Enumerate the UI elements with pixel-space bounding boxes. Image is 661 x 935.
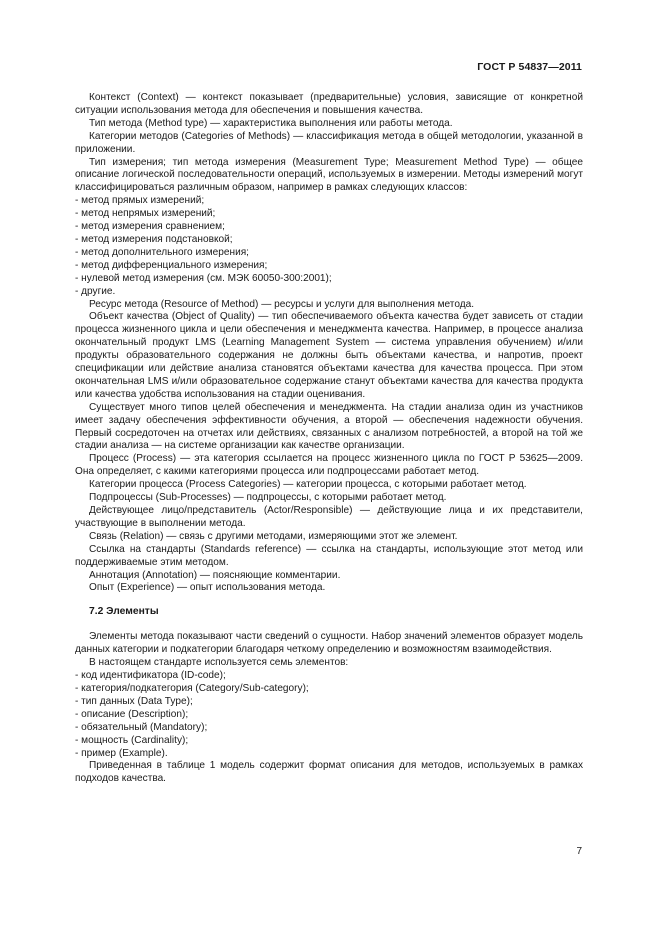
list-item: - обязательный (Mandatory); bbox=[75, 721, 208, 733]
paragraph: Тип измерения; тип метода измерения (Measurement Type; Measurement Method Type) — общее описание логической последовательности операций, используемых в измерении. Методы измерений могут классифицироваться различным образом, например в рамках следующих классов: bbox=[75, 156, 583, 194]
list-item: - метод измерения подстановкой; bbox=[75, 233, 233, 245]
paragraph: Процесс (Process) — эта категория ссылается на процесс жизненного цикла по ГОСТ Р 53625—2009. Она определяет, с какими категориями процесса или подпроцессами работает метод. bbox=[75, 453, 583, 478]
section-elements bbox=[75, 631, 583, 786]
paragraph: Ресурс метода (Resource of Method) — ресурсы и услуги для выполнения метода. bbox=[89, 298, 475, 310]
list-item: - другие. bbox=[75, 285, 116, 297]
page-number: 7 bbox=[576, 846, 582, 857]
paragraph: Подпроцессы (Sub-Processes) — подпроцессы, с которыми работает метод. bbox=[89, 492, 447, 504]
list-item: - метод дифференциального измерения; bbox=[75, 259, 268, 271]
list-item: - код идентификатора (ID-code); bbox=[75, 670, 226, 682]
paragraph: Существует много типов целей обеспечения и менеджмента. На стадии анализа один из участников имеет задачу обеспечения эффективности обучения, а второй — обеспечения надежности обучения. Первый сосредоточен на отчетах или действиях, связанных с анализом потребностей, а второй на той же стадии анализа — на системе организации как качестве организации. bbox=[75, 401, 583, 452]
paragraph: Связь (Relation) — связь с другими методами, измеряющими этот же элемент. bbox=[89, 530, 458, 542]
paragraph: Категории процесса (Process Categories) — категории процесса, с которыми работает метод. bbox=[89, 479, 527, 491]
paragraph: Объект качества (Object of Quality) — тип обеспечиваемого объекта качества будет зависеть от стадии процесса жизненного цикла и цели обеспечения и менеджмента качества. Например, в процессе анализа окончательный продукт LMS (Learning Management System — система управления обучением) и/или продукты образовательного содержания не должны быть объектами качества, и напротив, проект спецификации или действие анализа становятся объектами качества для качества процесса. При этом окончательная LMS и/или образовательное содержание станут объектами качества для качества продукта или качества удобства использования на стадии оценивания. bbox=[75, 311, 583, 400]
section-heading: 7.2 Элементы bbox=[89, 606, 159, 618]
list-item: - метод прямых измерений; bbox=[75, 195, 205, 207]
paragraph: Ссылка на стандарты (Standards reference) — ссылка на стандарты, использующие этот метод или поддерживаемые этим методом. bbox=[75, 543, 583, 568]
paragraph: Действующее лицо/представитель (Actor/Responsible) — действующие лица и их представители, участвующие в выполнении метода. bbox=[75, 505, 583, 529]
list-item: - тип данных (Data Type); bbox=[75, 695, 193, 707]
paragraph: В настоящем стандарте используется семь элементов: bbox=[89, 657, 349, 669]
paragraph: Контекст (Context) — контекст показывает (предварительные) условия, зависящие от конкретной ситуации использования метода для обеспечения и повышения качества. bbox=[75, 92, 583, 116]
list-item: - метод дополнительного измерения; bbox=[75, 246, 249, 258]
paragraph: Опыт (Experience) — опыт использования метода. bbox=[89, 582, 326, 594]
list-item: - метод непрямых измерений; bbox=[75, 208, 216, 220]
paragraph: Категории методов (Categories of Methods) — классификация метода в общей методологии, указанной в приложении. bbox=[75, 130, 583, 155]
document-code: ГОСТ Р 54837—2011 bbox=[477, 61, 582, 73]
list-item: - метод измерения сравнением; bbox=[75, 221, 225, 233]
list-item: - мощность (Cardinality); bbox=[75, 734, 189, 746]
list-item: - категория/подкатегория (Category/Sub-category); bbox=[75, 682, 309, 694]
paragraph: Приведенная в таблице 1 модель содержит формат описания для методов, используемых в рамках подходов качества. bbox=[75, 760, 583, 785]
list-item: - нулевой метод измерения (см. МЭК 60050-300:2001); bbox=[75, 272, 332, 284]
list-item: - описание (Description); bbox=[75, 708, 189, 720]
section-definitions-b bbox=[75, 299, 583, 596]
paragraph: Элементы метода показывают части сведений о сущности. Набор значений элементов образует модель данных категории и подкатегории благодаря четкому определению и возможностям взаимодействия. bbox=[75, 631, 583, 656]
paragraph: Аннотация (Annotation) — поясняющие комментарии. bbox=[89, 569, 341, 581]
section-definitions-a bbox=[75, 92, 583, 299]
list-item: - пример (Example). bbox=[75, 747, 168, 759]
page-body bbox=[75, 92, 583, 786]
paragraph: Тип метода (Method type) — характеристика выполнения или работы метода. bbox=[89, 117, 453, 129]
